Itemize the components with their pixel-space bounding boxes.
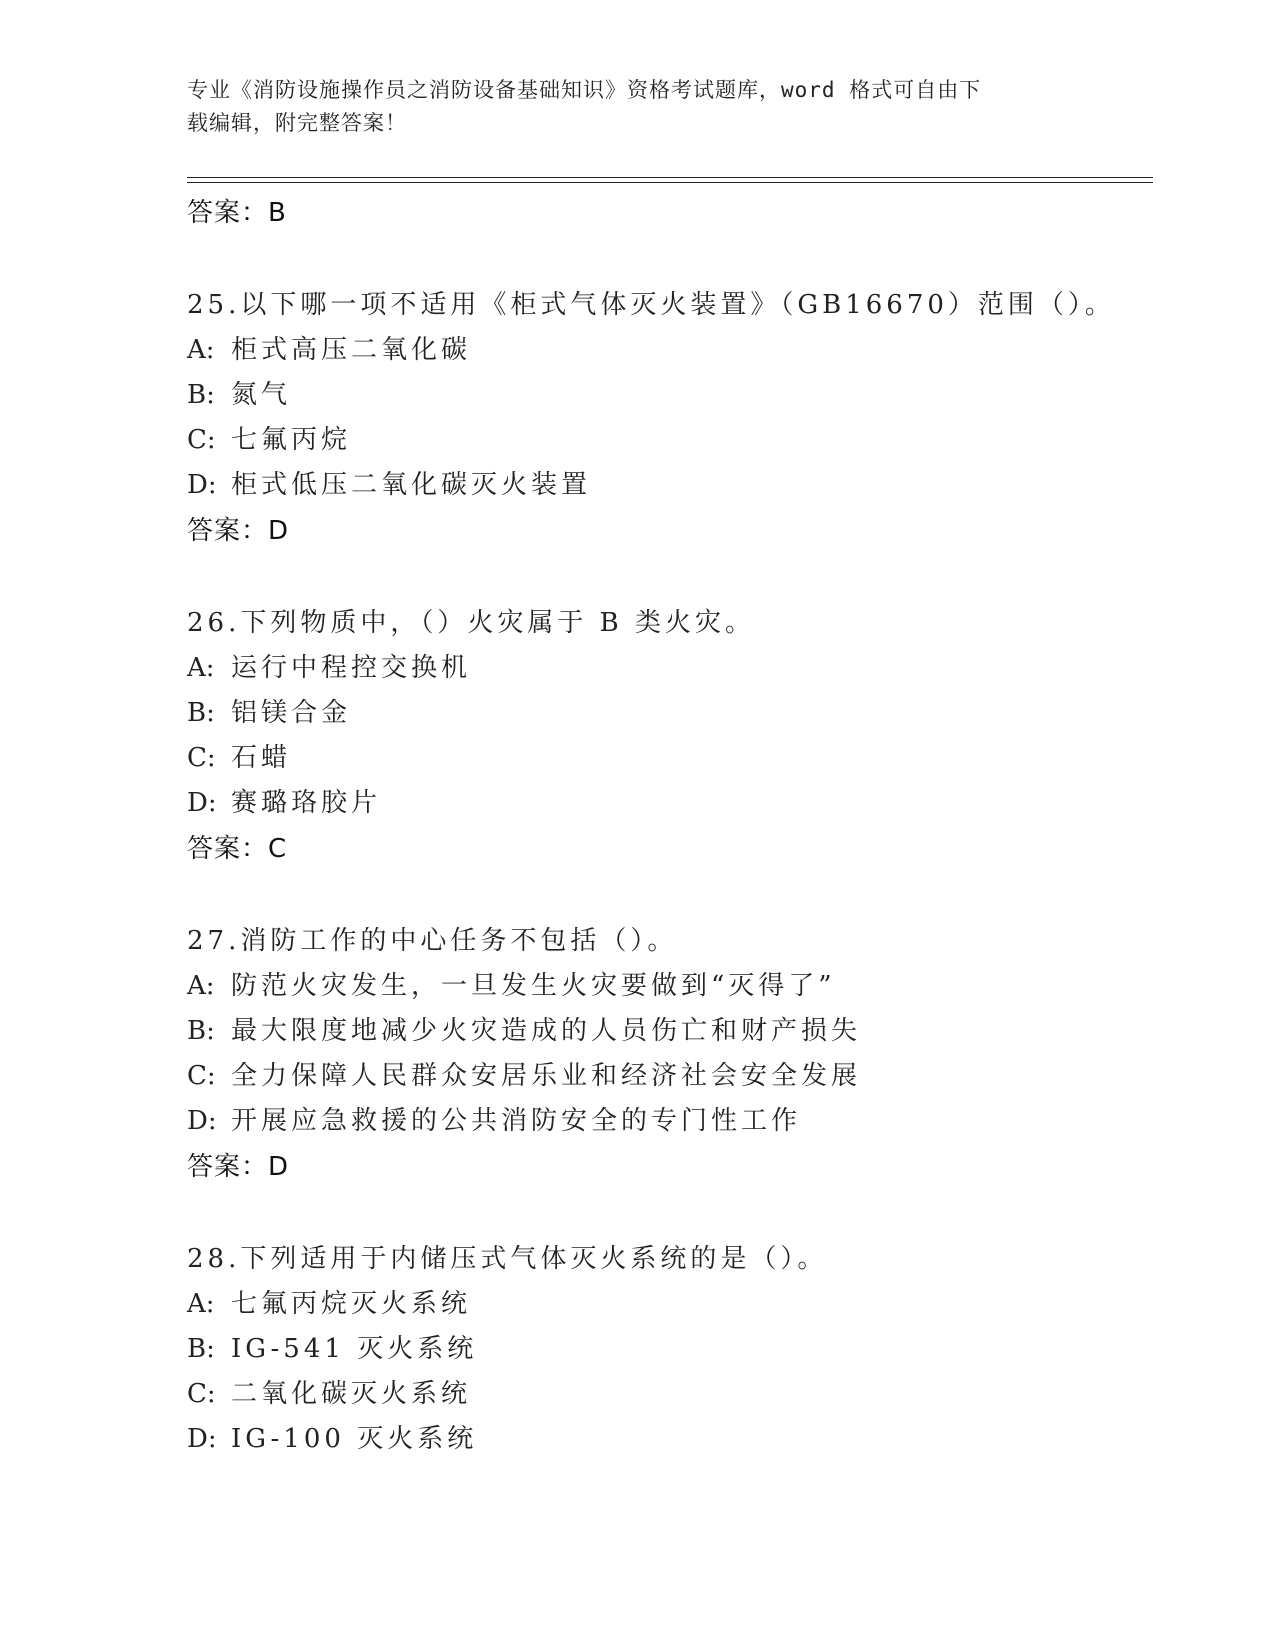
option-b [187,691,1153,736]
answer-26: 答案：C [187,834,288,864]
option-text: IG-541 灭火系统 [231,1334,478,1364]
option-letter: B: [187,698,215,728]
question-27: 27.消防工作的中心任务不包括（）。 [187,926,678,956]
option-letter: D: [187,470,217,500]
option-b [187,1327,1153,1372]
previous-answer: 答案：B [187,198,287,228]
option-letter: B: [187,1334,215,1364]
question-26: 26.下列物质中，（）火灾属于 B 类火灾。 [187,608,755,638]
document-header [187,74,1067,140]
option-text: 最大限度地减少火灾造成的人员伤亡和财产损失 [231,1016,862,1046]
option-d [187,781,1153,826]
option-letter: A: [187,971,215,1001]
header-rule-top [187,177,1153,178]
option-d [187,463,1153,508]
option-letter: D: [187,1106,217,1136]
option-letter: C: [187,1061,216,1091]
option-c [187,736,1153,781]
option-text: 防范火灾发生，一旦发生火灾要做到“灭得了” [231,971,836,1001]
option-d [187,1417,1153,1462]
option-letter: D: [187,1424,217,1454]
option-a [187,964,1153,1009]
option-letter: C: [187,743,216,773]
option-text: 氮气 [231,380,292,410]
option-letter: A: [187,1289,215,1319]
option-d [187,1099,1153,1144]
answer-25: 答案：D [187,516,290,546]
option-a [187,646,1153,691]
option-letter: D: [187,788,217,818]
option-a [187,1282,1153,1327]
question-28: 28.下列适用于内储压式气体灭火系统的是（）。 [187,1244,828,1274]
option-text: 运行中程控交换机 [231,653,472,683]
header-line-1: 专业《消防设施操作员之消防设备基础知识》资格考试题库，word 格式可自由下 [187,78,982,102]
option-text: 七氟丙烷灭火系统 [231,1289,472,1319]
answer-27: 答案：D [187,1152,290,1182]
option-c [187,418,1153,463]
header-line-2: 载编辑，附完整答案！ [187,111,407,135]
question-25: 25.以下哪一项不适用《柜式气体灭火装置》（GB16670）范围（）。 [187,290,1115,320]
option-text: IG-100 灭火系统 [231,1424,478,1454]
option-text: 赛璐珞胶片 [231,788,382,818]
option-text: 石蜡 [231,743,292,773]
option-letter: C: [187,425,216,455]
option-letter: A: [187,335,215,365]
option-letter: A: [187,653,215,683]
option-c [187,1372,1153,1417]
option-b [187,373,1153,418]
option-text: 柜式低压二氧化碳灭火装置 [231,470,592,500]
option-c [187,1054,1153,1099]
option-letter: B: [187,380,215,410]
option-letter: C: [187,1379,216,1409]
option-text: 铝镁合金 [231,698,352,728]
option-text: 开展应急救援的公共消防安全的专门性工作 [231,1106,802,1136]
option-text: 七氟丙烷 [231,425,352,455]
option-text: 全力保障人民群众安居乐业和经济社会安全发展 [231,1061,862,1091]
option-text: 二氧化碳灭火系统 [231,1379,472,1409]
header-rule-bottom [187,182,1153,183]
option-b [187,1009,1153,1054]
option-a [187,328,1153,373]
option-text: 柜式高压二氧化碳 [231,335,472,365]
option-letter: B: [187,1016,215,1046]
question-list [187,190,1153,1462]
